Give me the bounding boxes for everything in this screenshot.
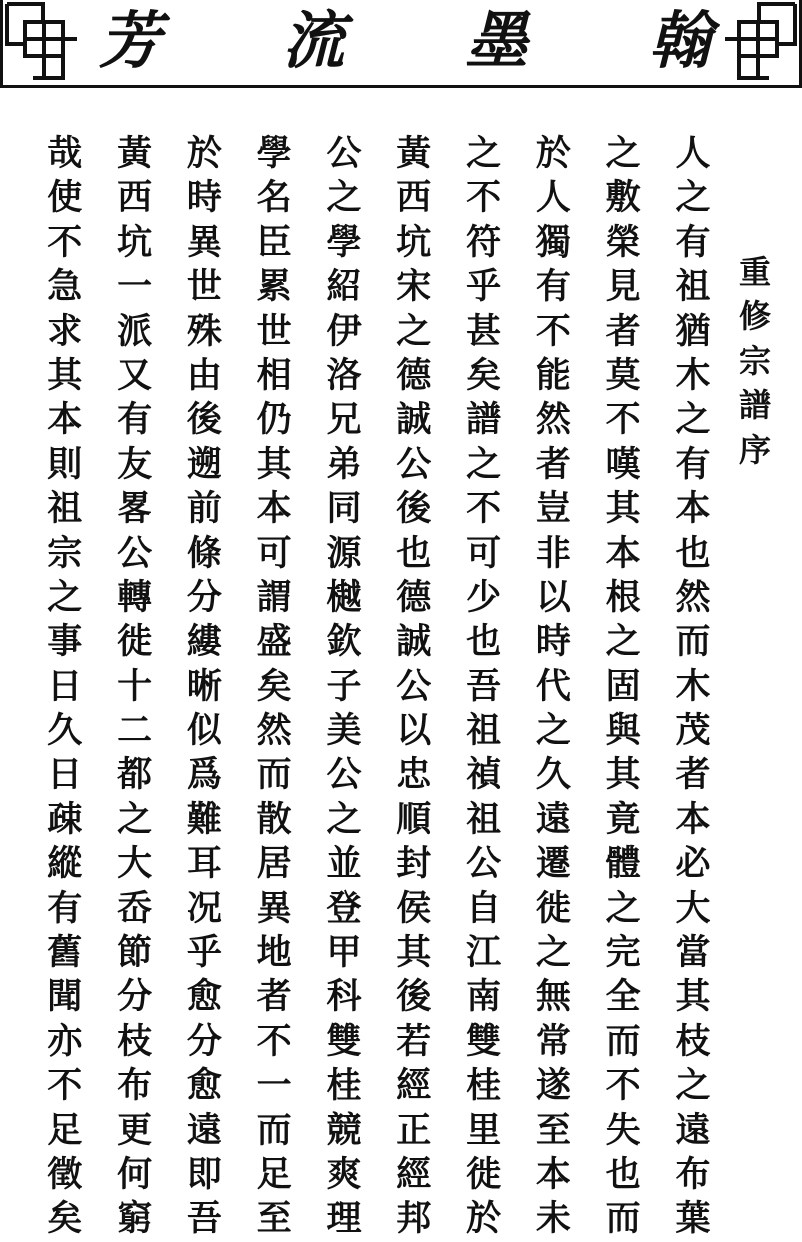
text-glyph: 足 (47, 1109, 83, 1151)
text-glyph: 人 (535, 177, 571, 219)
text-glyph: 禎 (466, 754, 502, 796)
text-glyph: 以 (535, 576, 571, 618)
banner-title-char: 芳 (98, 4, 161, 77)
text-glyph: 順 (396, 798, 432, 840)
text-glyph: 有 (675, 443, 711, 485)
text-glyph: 宋 (396, 266, 432, 308)
text-glyph: 十 (117, 665, 153, 707)
lattice-corner-right-icon (721, 0, 799, 82)
text-glyph: 侯 (396, 887, 432, 929)
text-glyph: 則 (47, 443, 83, 485)
text-glyph: 愈 (186, 1065, 222, 1107)
text-glyph: 而 (675, 621, 711, 663)
text-glyph: 西 (117, 177, 153, 219)
text-glyph: 黃 (396, 133, 432, 174)
text-glyph: 至 (535, 1109, 571, 1151)
text-glyph: 之 (675, 1065, 711, 1107)
text-column (391, 132, 437, 1242)
text-glyph: 也 (605, 1153, 641, 1195)
text-glyph: 祖 (466, 798, 502, 840)
text-glyph: 譜 (466, 399, 502, 441)
text-glyph: 敷 (605, 177, 641, 219)
header-frame (0, 0, 802, 85)
text-glyph: 本 (605, 532, 641, 574)
text-glyph: 前 (186, 488, 222, 530)
text-glyph: 使 (47, 177, 83, 219)
text-glyph: 里 (466, 1109, 502, 1151)
text-glyph: 者 (675, 754, 711, 796)
text-glyph: 也 (396, 532, 432, 574)
text-glyph: 後 (186, 399, 222, 441)
text-glyph: 然 (675, 576, 711, 618)
text-glyph: 其 (605, 488, 641, 530)
text-glyph: 耳 (186, 843, 222, 885)
text-glyph: 本 (675, 798, 711, 840)
text-glyph: 布 (675, 1153, 711, 1195)
text-glyph: 求 (47, 310, 83, 352)
text-glyph: 於 (466, 1198, 502, 1240)
text-glyph: 轉 (117, 576, 153, 618)
text-glyph: 其 (675, 976, 711, 1018)
text-glyph: 本 (47, 399, 83, 441)
text-glyph: 縷 (186, 621, 222, 663)
text-glyph: 難 (186, 798, 222, 840)
text-glyph: 本 (535, 1153, 571, 1195)
text-glyph: 人 (675, 133, 711, 174)
text-glyph: 矣 (47, 1198, 83, 1240)
text-glyph: 矣 (466, 354, 502, 396)
text-glyph: 邦 (396, 1198, 432, 1240)
text-glyph: 遠 (186, 1109, 222, 1151)
text-glyph: 學 (256, 133, 292, 174)
text-glyph: 爽 (326, 1153, 362, 1195)
text-glyph: 必 (675, 843, 711, 885)
text-glyph: 其 (256, 443, 292, 485)
text-glyph: 久 (535, 754, 571, 796)
text-glyph: 無 (535, 976, 571, 1018)
text-glyph: 其 (396, 932, 432, 974)
text-glyph: 居 (256, 843, 292, 885)
text-glyph: 累 (256, 266, 292, 308)
text-glyph: 若 (396, 1020, 432, 1062)
text-glyph: 木 (675, 665, 711, 707)
text-glyph: 又 (117, 354, 153, 396)
heading-glyph: 修 (738, 297, 771, 336)
text-glyph: 大 (117, 843, 153, 885)
text-glyph: 事 (47, 621, 83, 663)
text-glyph: 競 (326, 1109, 362, 1151)
text-glyph: 臣 (256, 221, 292, 263)
text-glyph: 固 (605, 665, 641, 707)
text-glyph: 相 (256, 354, 292, 396)
text-glyph: 至 (256, 1198, 292, 1240)
text-glyph: 可 (256, 532, 292, 574)
text-glyph: 甲 (326, 932, 362, 974)
text-glyph: 伊 (326, 310, 362, 352)
text-glyph: 殊 (186, 310, 222, 352)
text-glyph: 有 (535, 266, 571, 308)
text-glyph: 晰 (186, 665, 222, 707)
text-glyph: 友 (117, 443, 153, 485)
text-glyph: 宗 (47, 532, 83, 574)
text-glyph: 而 (605, 1198, 641, 1240)
text-glyph: 於 (535, 133, 571, 174)
text-glyph: 枝 (117, 1020, 153, 1062)
text-glyph: 然 (535, 399, 571, 441)
text-glyph: 豈 (535, 488, 571, 530)
text-glyph: 後 (396, 488, 432, 530)
text-glyph: 其 (605, 754, 641, 796)
text-glyph: 木 (675, 354, 711, 396)
header-banner (0, 0, 802, 88)
text-glyph: 而 (605, 1020, 641, 1062)
text-glyph: 足 (256, 1153, 292, 1195)
text-glyph: 之 (117, 798, 153, 840)
text-glyph: 桂 (326, 1065, 362, 1107)
text-glyph: 一 (256, 1065, 292, 1107)
text-glyph: 派 (117, 310, 153, 352)
text-column (251, 132, 297, 1242)
text-glyph: 同 (326, 488, 362, 530)
text-glyph: 葉 (675, 1198, 711, 1240)
text-glyph: 不 (466, 177, 502, 219)
text-glyph: 徙 (117, 621, 153, 663)
text-glyph: 源 (326, 532, 362, 574)
text-glyph: 盛 (256, 621, 292, 663)
text-glyph: 完 (605, 932, 641, 974)
text-glyph: 符 (466, 221, 502, 263)
text-glyph: 之 (466, 443, 502, 485)
text-glyph: 能 (535, 354, 571, 396)
text-glyph: 吾 (466, 665, 502, 707)
text-glyph: 即 (186, 1153, 222, 1195)
text-glyph: 並 (326, 843, 362, 885)
text-glyph: 祖 (675, 266, 711, 308)
text-glyph: 登 (326, 887, 362, 929)
text-glyph: 之 (605, 887, 641, 929)
text-glyph: 公 (326, 754, 362, 796)
text-glyph: 吾 (186, 1198, 222, 1240)
text-glyph: 時 (186, 177, 222, 219)
text-glyph: 久 (47, 710, 83, 752)
text-glyph: 雙 (466, 1020, 502, 1062)
text-glyph: 後 (396, 976, 432, 1018)
heading-glyph: 序 (738, 430, 771, 469)
text-glyph: 雙 (326, 1020, 362, 1062)
text-glyph: 全 (605, 976, 641, 1018)
text-glyph: 失 (605, 1109, 641, 1151)
text-glyph: 少 (466, 576, 502, 618)
text-glyph: 有 (47, 887, 83, 929)
text-glyph: 不 (466, 488, 502, 530)
text-column (670, 132, 716, 1242)
text-glyph: 地 (256, 932, 292, 974)
text-glyph: 公 (396, 443, 432, 485)
text-glyph: 公 (326, 133, 362, 174)
text-glyph: 甚 (466, 310, 502, 352)
text-column (181, 132, 227, 1242)
text-glyph: 之 (535, 710, 571, 752)
text-glyph: 二 (117, 710, 153, 752)
text-glyph: 正 (396, 1109, 432, 1151)
text-glyph: 於 (186, 133, 222, 174)
text-column (600, 132, 646, 1242)
text-glyph: 岙 (117, 887, 153, 929)
text-glyph: 黃 (117, 133, 153, 174)
preface-heading (732, 250, 778, 472)
text-glyph: 嘆 (605, 443, 641, 485)
text-glyph: 急 (47, 266, 83, 308)
text-glyph: 世 (186, 266, 222, 308)
text-glyph: 可 (466, 532, 502, 574)
text-glyph: 獨 (535, 221, 571, 263)
text-glyph: 公 (117, 532, 153, 574)
text-glyph: 聞 (47, 976, 83, 1018)
text-glyph: 枝 (675, 1020, 711, 1062)
text-glyph: 之 (605, 133, 641, 174)
text-glyph: 有 (117, 399, 153, 441)
text-glyph: 不 (47, 221, 83, 263)
text-glyph: 異 (256, 887, 292, 929)
text-glyph: 時 (535, 621, 571, 663)
text-glyph: 猶 (675, 310, 711, 352)
text-glyph: 乎 (466, 266, 502, 308)
text-glyph: 之 (605, 621, 641, 663)
text-glyph: 之 (466, 133, 502, 174)
text-glyph: 紹 (326, 266, 362, 308)
text-glyph: 坑 (396, 221, 432, 263)
text-glyph: 遠 (675, 1109, 711, 1151)
text-glyph: 見 (605, 266, 641, 308)
text-glyph: 不 (47, 1065, 83, 1107)
text-glyph: 公 (466, 843, 502, 885)
text-glyph: 其 (47, 354, 83, 396)
text-glyph: 忠 (396, 754, 432, 796)
text-glyph: 遡 (186, 443, 222, 485)
text-glyph: 大 (675, 887, 711, 929)
text-glyph: 未 (535, 1198, 571, 1240)
text-glyph: 分 (186, 576, 222, 618)
text-glyph: 之 (326, 798, 362, 840)
text-glyph: 誠 (396, 621, 432, 663)
preface-text-body (30, 132, 772, 1240)
text-glyph: 爲 (186, 754, 222, 796)
text-glyph: 不 (256, 1020, 292, 1062)
text-glyph: 名 (256, 177, 292, 219)
text-glyph: 科 (326, 976, 362, 1018)
text-glyph: 謂 (256, 576, 292, 618)
text-glyph: 哉 (47, 133, 83, 174)
banner-title-char: 翰 (648, 4, 711, 77)
text-glyph: 莫 (605, 354, 641, 396)
text-glyph: 祖 (47, 488, 83, 530)
text-glyph: 徙 (535, 887, 571, 929)
text-glyph: 舊 (47, 932, 83, 974)
text-glyph: 也 (675, 532, 711, 574)
text-glyph: 何 (117, 1153, 153, 1195)
text-glyph: 兄 (326, 399, 362, 441)
text-glyph: 者 (535, 443, 571, 485)
text-glyph: 之 (396, 310, 432, 352)
text-glyph: 德 (396, 354, 432, 396)
text-glyph: 經 (396, 1065, 432, 1107)
text-glyph: 遠 (535, 798, 571, 840)
text-glyph: 榮 (605, 221, 641, 263)
text-glyph: 欽 (326, 621, 362, 663)
text-glyph: 常 (535, 1020, 571, 1062)
text-glyph: 者 (605, 310, 641, 352)
text-glyph: 布 (117, 1065, 153, 1107)
text-glyph: 都 (117, 754, 153, 796)
banner-title-char: 墨 (465, 4, 528, 77)
text-glyph: 之 (675, 399, 711, 441)
text-glyph: 根 (605, 576, 641, 618)
text-glyph: 非 (535, 532, 571, 574)
text-glyph: 不 (605, 399, 641, 441)
text-glyph: 窮 (117, 1198, 153, 1240)
text-glyph: 一 (117, 266, 153, 308)
text-glyph: 德 (396, 576, 432, 618)
text-glyph: 之 (535, 932, 571, 974)
text-glyph: 自 (466, 887, 502, 929)
heading-glyph: 重 (738, 253, 771, 291)
text-glyph: 體 (605, 843, 641, 885)
lattice-corner-left-icon (3, 0, 81, 82)
text-glyph: 徵 (47, 1153, 83, 1195)
text-glyph: 之 (47, 576, 83, 618)
text-glyph: 愈 (186, 976, 222, 1018)
text-glyph: 况 (186, 887, 222, 929)
text-glyph: 與 (605, 710, 641, 752)
text-glyph: 世 (256, 310, 292, 352)
text-glyph: 徙 (466, 1153, 502, 1195)
text-glyph: 遷 (535, 843, 571, 885)
text-glyph: 矣 (256, 665, 292, 707)
text-glyph: 經 (396, 1153, 432, 1195)
text-glyph: 遂 (535, 1065, 571, 1107)
text-glyph: 美 (326, 710, 362, 752)
text-column (321, 132, 367, 1242)
text-glyph: 代 (535, 665, 571, 707)
text-glyph: 江 (466, 932, 502, 974)
text-glyph: 不 (535, 310, 571, 352)
text-glyph: 本 (675, 488, 711, 530)
text-glyph: 而 (256, 754, 292, 796)
text-glyph: 洛 (326, 354, 362, 396)
text-glyph: 祖 (466, 710, 502, 752)
text-column (112, 132, 158, 1242)
text-glyph: 條 (186, 532, 222, 574)
text-glyph: 桂 (466, 1065, 502, 1107)
text-glyph: 之 (675, 177, 711, 219)
text-glyph: 子 (326, 665, 362, 707)
text-column (461, 132, 507, 1242)
text-glyph: 似 (186, 710, 222, 752)
text-glyph: 分 (117, 976, 153, 1018)
text-glyph: 散 (256, 798, 292, 840)
text-glyph: 縱 (47, 843, 83, 885)
text-glyph: 疎 (47, 798, 83, 840)
text-glyph: 誠 (396, 399, 432, 441)
text-glyph: 異 (186, 221, 222, 263)
text-glyph: 之 (326, 177, 362, 219)
text-glyph: 節 (117, 932, 153, 974)
text-glyph: 而 (256, 1109, 292, 1151)
text-glyph: 南 (466, 976, 502, 1018)
text-glyph: 西 (396, 177, 432, 219)
text-glyph: 日 (47, 665, 83, 707)
text-glyph: 然 (256, 710, 292, 752)
text-glyph: 畧 (117, 488, 153, 530)
text-glyph: 更 (117, 1109, 153, 1151)
text-glyph: 樾 (326, 576, 362, 618)
text-glyph: 理 (326, 1198, 362, 1240)
banner-title-char: 流 (282, 4, 345, 77)
text-column (530, 132, 576, 1242)
text-glyph: 茂 (675, 710, 711, 752)
text-glyph: 以 (396, 710, 432, 752)
text-glyph: 本 (256, 488, 292, 530)
text-glyph: 乎 (186, 932, 222, 974)
text-glyph: 亦 (47, 1020, 83, 1062)
text-glyph: 有 (675, 221, 711, 263)
text-glyph: 者 (256, 976, 292, 1018)
text-glyph: 仍 (256, 399, 292, 441)
text-glyph: 由 (186, 354, 222, 396)
text-column (42, 132, 88, 1242)
text-glyph: 日 (47, 754, 83, 796)
heading-glyph: 宗 (738, 341, 771, 380)
text-glyph: 公 (396, 665, 432, 707)
text-glyph: 學 (326, 221, 362, 263)
text-glyph: 竟 (605, 798, 641, 840)
text-glyph: 當 (675, 932, 711, 974)
text-glyph: 分 (186, 1020, 222, 1062)
text-glyph: 也 (466, 621, 502, 663)
banner-title (95, 6, 715, 76)
text-glyph: 坑 (117, 221, 153, 263)
text-glyph: 封 (396, 843, 432, 885)
text-glyph: 弟 (326, 443, 362, 485)
text-glyph: 不 (605, 1065, 641, 1107)
heading-glyph: 譜 (738, 386, 771, 425)
